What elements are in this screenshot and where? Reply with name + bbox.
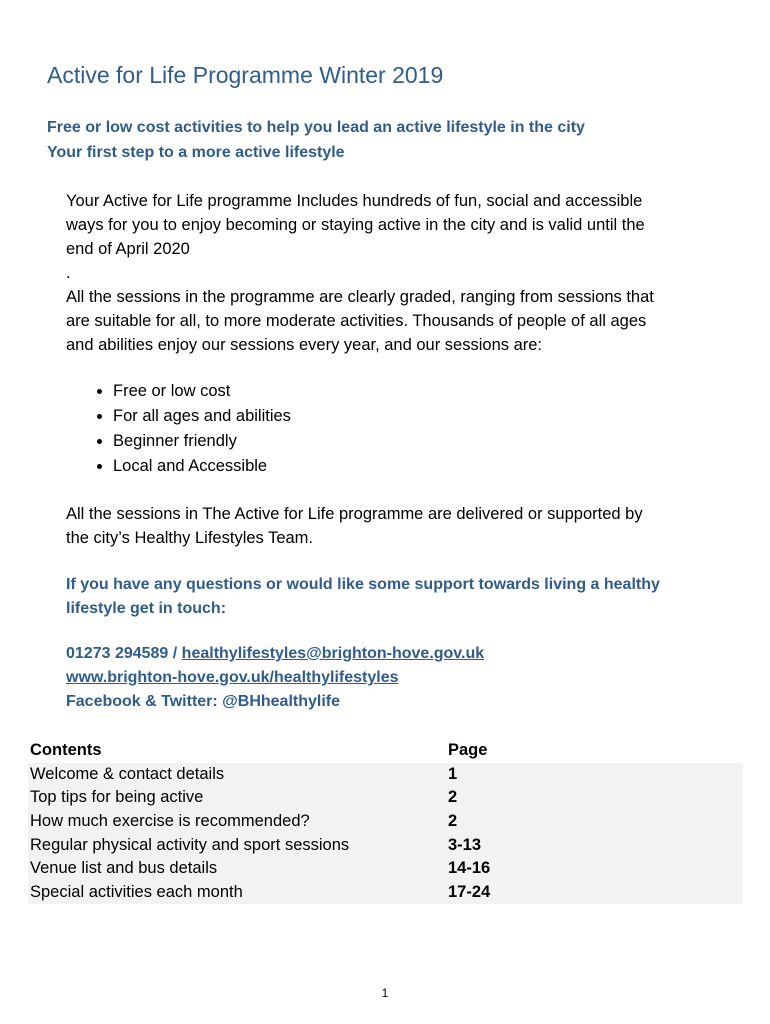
grading-line-2: are suitable for all, to more moderate activities. Thousands of people of all ages xyxy=(66,312,647,330)
table-row xyxy=(28,881,743,905)
grading-paragraph xyxy=(66,285,736,357)
delivery-line-1: All the sessions in The Active for Life programme are delivered or supported by xyxy=(66,505,643,523)
list-item: • Local and Accessible xyxy=(113,454,291,479)
delivery-line-2: the city’s Healthy Lifestyles Team. xyxy=(66,529,314,547)
contents-page: 3-13 xyxy=(448,835,482,854)
contents-table xyxy=(28,739,743,904)
subtitle-first-step: Your first step to a more active lifestyle xyxy=(47,144,345,161)
intro-line-3: end of April 2020 xyxy=(66,240,190,258)
page-header: Page xyxy=(448,741,488,760)
contact-website xyxy=(66,669,399,687)
website-link[interactable]: www.brighton-hove.gov.uk/healthylifestyles xyxy=(66,669,399,686)
question-line-2: lifestyle get in touch: xyxy=(66,600,227,617)
contents-label: How much exercise is recommended? xyxy=(30,812,310,831)
phone-number: 01273 294589 / xyxy=(66,645,178,662)
table-row xyxy=(28,810,743,834)
contents-label: Welcome & contact details xyxy=(30,764,225,783)
grading-line-3: and abilities enjoy our sessions every year, and our sessions are: xyxy=(66,336,543,354)
contact-social: Facebook & Twitter: @BHhealthylife xyxy=(66,693,341,710)
subtitle-free-activities: Free or low cost activities to help you lead an active lifestyle in the city xyxy=(47,119,585,136)
question-line-1: If you have any questions or would like some support towards living a healthy xyxy=(66,576,660,593)
page-number: 1 xyxy=(381,986,389,1000)
contents-label: Regular physical activity and sport sessions xyxy=(30,835,350,854)
table-row xyxy=(28,857,743,881)
grading-line-1: All the sessions in the programme are clearly graded, ranging from sessions that xyxy=(66,288,654,306)
contents-page: 2 xyxy=(448,788,458,807)
email-link[interactable]: healthylifestyles@brighton-hove.gov.uk xyxy=(181,645,485,662)
contents-label: Venue list and bus details xyxy=(30,859,218,878)
page-title: Active for Life Programme Winter 2019 xyxy=(47,62,444,88)
contents-label: Top tips for being active xyxy=(30,788,204,807)
table-row xyxy=(28,763,743,787)
intro-line-2: ways for you to enjoy becoming or staying active in the city and is valid until the xyxy=(66,216,645,234)
contents-page: 17-24 xyxy=(448,882,491,901)
delivery-paragraph xyxy=(66,502,736,550)
contents-header: Contents xyxy=(30,741,102,760)
contact-phone-email xyxy=(66,645,484,663)
question-paragraph xyxy=(66,573,736,621)
list-item: • Beginner friendly xyxy=(113,429,291,454)
contents-header-row xyxy=(28,739,743,763)
list-item: • Free or low cost xyxy=(113,379,291,404)
contents-page: 14-16 xyxy=(448,859,491,878)
list-item: • For all ages and abilities xyxy=(113,404,291,429)
contents-label: Special activities each month xyxy=(30,882,243,901)
contents-page: 1 xyxy=(448,764,458,783)
intro-dot: . xyxy=(66,264,71,282)
intro-line-1: Your Active for Life programme Includes hundreds of fun, social and accessible xyxy=(66,192,643,210)
intro-paragraph xyxy=(66,189,736,285)
table-row xyxy=(28,833,743,857)
table-row xyxy=(28,786,743,810)
contents-page: 2 xyxy=(448,812,458,831)
session-features-list xyxy=(66,379,291,479)
